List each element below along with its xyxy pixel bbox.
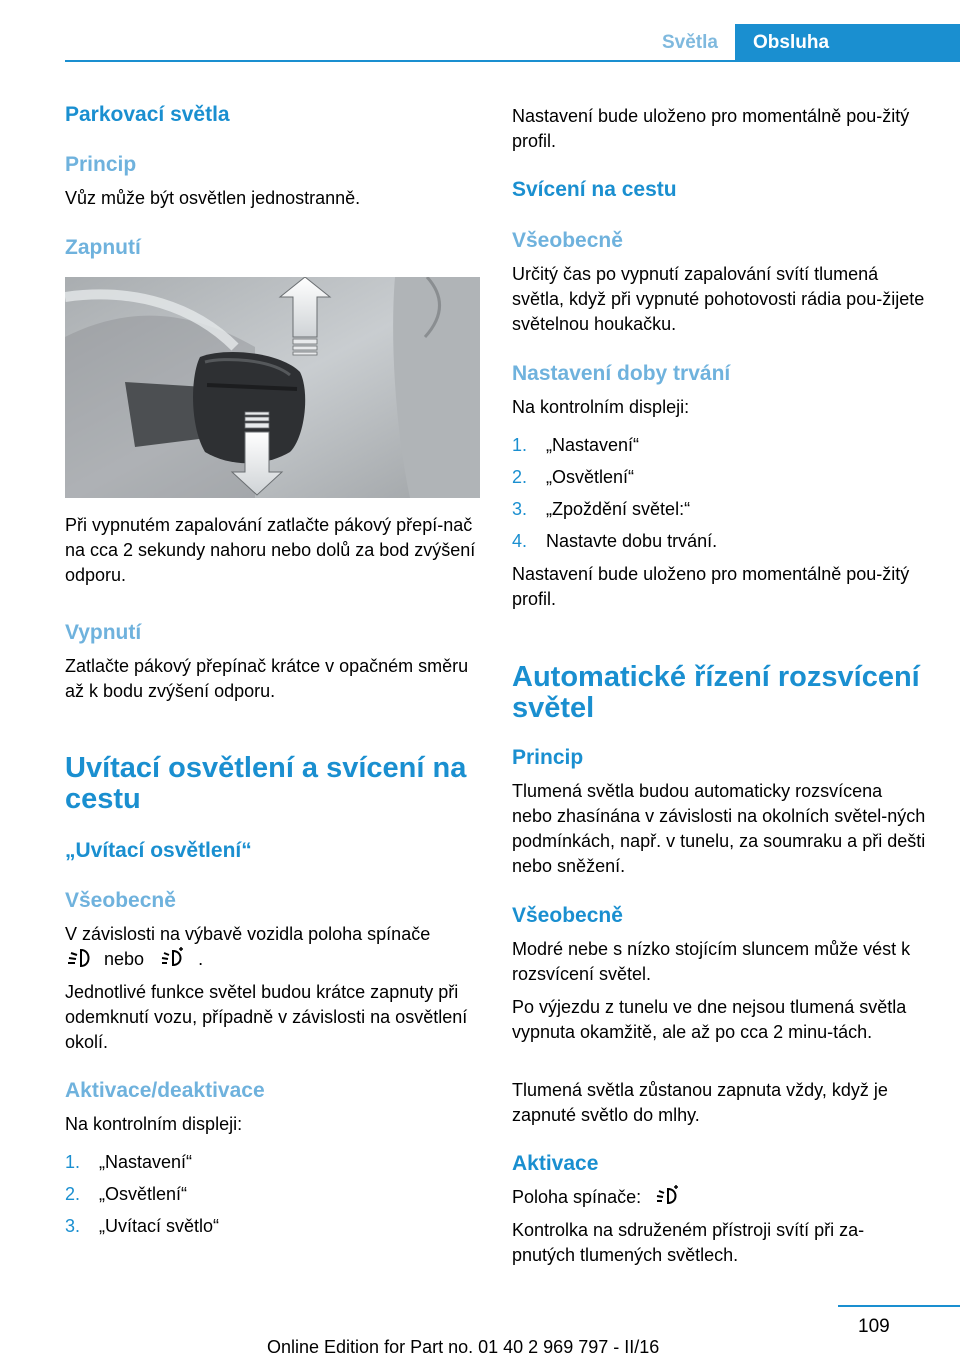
heading-welcome-sub: „Uvítací osvětlení“ xyxy=(65,839,252,862)
text-control-display: Na kontrolním displeji: xyxy=(512,397,690,417)
stalk-illustration xyxy=(65,277,480,498)
text-period: . xyxy=(198,949,204,969)
heading-vseobecne-2: Všeobecně xyxy=(512,904,623,927)
heading-princip: Princip xyxy=(65,153,137,176)
text-vseobecne-2-3: Tlumená světla zůstanou zapnuta vždy, když je zapnuté světlo do mlhy. xyxy=(512,1080,888,1125)
heading-auto-headlights: Automatické řízení rozsvícení světel xyxy=(512,661,920,724)
text-kontrolka: Kontrolka na sdruženém přístroji svítí při za‐pnutých tlumených světlech. xyxy=(512,1220,865,1265)
text-vseobecne-switch-line xyxy=(65,947,480,972)
text-or: nebo xyxy=(104,949,145,969)
list-number: 3. xyxy=(512,499,528,519)
list-label: „Nastavení“ xyxy=(99,1152,193,1172)
text-zapnuti: Při vypnutém zapalování zatlačte pákový přepí‐nač na cca 2 sekundy nahoru nebo dolů za bod zvýšení odporu. xyxy=(65,515,476,585)
heading-vypnuti: Vypnutí xyxy=(65,621,142,644)
list-label: „Uvítací světlo“ xyxy=(99,1216,220,1236)
list-number: 3. xyxy=(65,1216,81,1236)
list-number: 2. xyxy=(65,1184,81,1204)
list-label: Nastavte dobu trvání. xyxy=(546,531,718,551)
text-saved-profile-1: Nastavení bude uloženo pro momentálně pou‐žitý profil. xyxy=(512,106,910,151)
text-vseobecne-1: V závislosti na výbavě vozidla poloha spínače xyxy=(65,924,431,944)
text-princip: Tlumená světla budou automaticky rozsvícena nebo zhasínána v závislosti na okolních světel‐ných podmínkách, např. v tunelu, za soumraku a při dešti nebo sněžení. xyxy=(512,781,926,876)
heading-parking-lights: Parkovací světla xyxy=(65,103,230,126)
section-tab: Světla xyxy=(662,32,718,53)
header-rule xyxy=(65,60,960,62)
list-number: 2. xyxy=(512,467,528,487)
chapter-tab: Obsluha xyxy=(735,24,960,62)
heading-home-light: Svícení na cestu xyxy=(512,178,677,201)
heading-vseobecne: Všeobecně xyxy=(65,889,176,912)
heading-aktivace-deaktivace: Aktivace/deaktivace xyxy=(65,1079,265,1102)
heading-welcome-light: Uvítací osvětlení a svícení na cestu xyxy=(65,752,467,815)
text-vseobecne-2-2: Po výjezdu z tunelu ve dne nejsou tlumená světla vypnuta okamžitě, ale až po cca 2 minu‐tách. xyxy=(512,997,907,1042)
auto-light-icon xyxy=(159,947,187,969)
list-number: 1. xyxy=(512,435,528,455)
text-vypnuti: Zatlačte pákový přepínač krátce v opačném směru až k bodu zvýšení odporu. xyxy=(65,656,469,701)
list-label: „Osvětlení“ xyxy=(99,1184,188,1204)
list-number: 1. xyxy=(65,1152,81,1172)
heading-duration: Nastavení doby trvání xyxy=(512,362,731,385)
list-label: „Nastavení“ xyxy=(546,435,640,455)
auto-light-icon xyxy=(654,1185,682,1207)
text-poloha: Poloha spínače: xyxy=(512,1187,642,1207)
light-switch-stalk-photo xyxy=(65,277,480,498)
heading-aktivace: Aktivace xyxy=(512,1152,599,1175)
text-vseobecne-2-1: Modré nebe s nízko stojícím sluncem může vést k rozsvícení světel. xyxy=(512,939,911,984)
text-princip: Vůz může být osvětlen jednostranně. xyxy=(65,188,361,208)
text-saved-profile-2: Nastavení bude uloženo pro momentálně pou‐žitý profil. xyxy=(512,564,910,609)
low-beam-icon xyxy=(65,947,93,969)
list-label: „Zpoždění světel:“ xyxy=(546,499,691,519)
text-control-display: Na kontrolním displeji: xyxy=(65,1114,243,1134)
edition-note: Online Edition for Part no. 01 40 2 969 797 - II/16 xyxy=(267,1337,660,1357)
text-home-light: Určitý čas po vypnutí zapalování svítí tlumená světla, když při vypnuté pohotovosti rádia pou‐žijete světelnou houkačku. xyxy=(512,264,925,334)
text-vseobecne-2: Jednotlivé funkce světel budou krátce zapnuty při odemknutí vozu, případně v závislosti na osvětlení okolí. xyxy=(65,982,468,1052)
list-number: 4. xyxy=(512,531,528,551)
heading-princip: Princip xyxy=(512,746,584,769)
heading-vseobecne: Všeobecně xyxy=(512,229,623,252)
page-number: 109 xyxy=(858,1316,890,1337)
heading-zapnuti: Zapnutí xyxy=(65,236,141,259)
list-label: „Osvětlení“ xyxy=(546,467,635,487)
footer-rule xyxy=(838,1305,960,1307)
text-switch-position xyxy=(512,1185,927,1210)
